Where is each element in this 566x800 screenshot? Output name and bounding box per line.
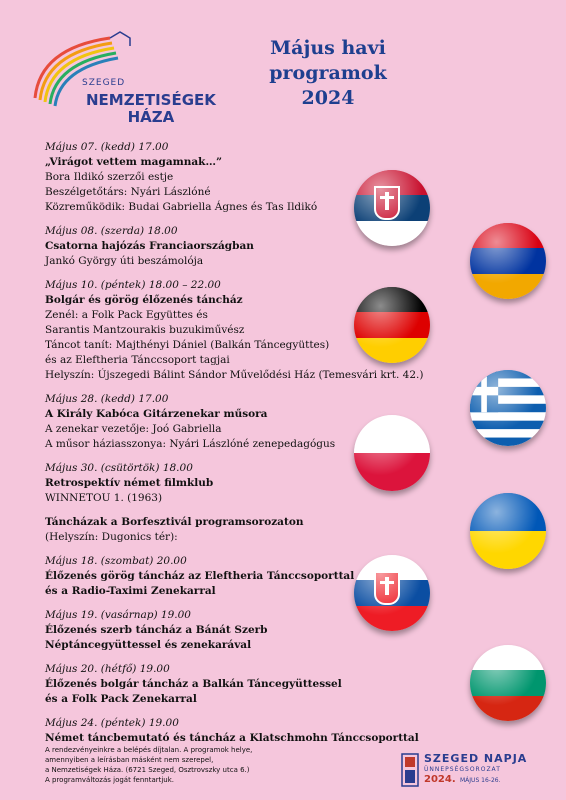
event-item [45, 554, 375, 599]
event-date: Május 08. (szerda) 18.00 [45, 225, 178, 237]
event-item [45, 392, 375, 452]
szeged-napja-logo [400, 752, 540, 792]
event-title: Néptáncegyüttessel és zenekarával [45, 639, 252, 651]
event-date: Május 30. (csütörtök) 18.00 [45, 462, 193, 474]
bulgaria-flag-icon [470, 645, 546, 721]
event-item [45, 515, 375, 545]
serbia-coat-of-arms-icon [374, 186, 400, 220]
event-date: Május 24. (péntek) 19.00 [45, 717, 179, 729]
event-date: Május 18. (szombat) 20.00 [45, 555, 187, 567]
event-detail: Sarantis Mantzourakis buzukiművész [45, 324, 245, 336]
event-detail: Közreműködik: Budai Gabriella Ágnes és Tas Ildikó [45, 201, 318, 213]
event-detail: és az Eleftheria Tánccsoport tagjai [45, 354, 230, 366]
event-title: A Király Kabóca Gitárzenekar műsora [45, 408, 268, 420]
event-title: Élőzenés szerb táncház a Bánát Szerb [45, 624, 268, 636]
event-title: Német táncbemutató és táncház a Klatschmohn Tánccsoporttal [45, 732, 419, 744]
logo [30, 28, 216, 126]
event-detail: Helyszín: Újszegedi Bálint Sándor Művelődési Ház (Temesvári krt. 42.) [45, 369, 424, 381]
event-detail: A zenekar vezetője: Joó Gabriella [45, 423, 222, 435]
event-title: „Virágot vettem magamnak…” [45, 156, 222, 168]
logo-city: SZEGED [82, 78, 126, 88]
event-date: Május 07. (kedd) 17.00 [45, 141, 169, 153]
event-detail: Bora Ildikó szerzői estje [45, 171, 174, 183]
title-year: 2024 [301, 87, 355, 109]
slovakia-coat-of-arms-icon [374, 571, 400, 605]
event-item [45, 461, 375, 506]
event-detail: A műsor háziasszonya: Nyári Lászlóné zenepedagógus [45, 438, 336, 450]
footer-line: a Nemzetiségek Háza. (6721 Szeged, Osztrovszky utca 6.) [45, 766, 250, 774]
event-item [45, 716, 419, 746]
event-detail: Zenél: a Folk Pack Együttes és [45, 309, 208, 321]
event-list [45, 140, 424, 746]
event-title: és a Radio-Taximi Zenekarral [45, 585, 216, 597]
event-date: Május 20. (hétfő) 19.00 [45, 663, 170, 675]
event-item [45, 224, 375, 269]
title-line1: Május havi programok [269, 37, 387, 84]
event-detail: Jankó György úti beszámolója [45, 255, 204, 267]
greece-flag-icon [470, 370, 546, 446]
slovakia-flag-icon [354, 555, 430, 631]
page-title [228, 36, 428, 111]
footer-note [45, 745, 305, 785]
poland-flag-icon [354, 415, 430, 491]
event-item [45, 140, 375, 215]
event-date: Május 28. (kedd) 17.00 [45, 393, 169, 405]
event-item [45, 608, 375, 653]
event-date: Május 19. (vasárnap) 19.00 [45, 609, 191, 621]
footer-line: A programváltozás jogát fenntartjuk. [45, 776, 175, 784]
serbia-flag-icon [354, 170, 430, 246]
armenia-flag-icon [470, 223, 546, 299]
szeged-napja-dates: MÁJUS 16-26. [460, 777, 501, 784]
szeged-napja-year: 2024. [424, 774, 456, 785]
event-detail: WINNETOU 1. (1963) [45, 492, 163, 504]
footer-line: A rendezvényeinkre a belépés díjtalan. A programok helye, [45, 746, 253, 754]
event-title: Élőzenés görög táncház az Eleftheria Tánccsoporttal [45, 570, 355, 582]
event-title: Csatorna hajózás Franciaországban [45, 240, 254, 252]
szeged-napja-title: SZEGED NAPJA [424, 752, 528, 765]
event-title: és a Folk Pack Zenekarral [45, 693, 197, 705]
event-title: Élőzenés bolgár táncház a Balkán Táncegyüttessel [45, 678, 342, 690]
event-title: Táncházak a Borfesztivál programsorozaton [45, 516, 304, 528]
event-title: Bolgár és görög élőzenés táncház [45, 294, 243, 306]
event-detail: (Helyszín: Dugonics tér): [45, 531, 178, 543]
ukraine-flag-icon [470, 493, 546, 569]
szeged-napja-subtitle: ÜNNEPSÉGSOROZAT [424, 766, 501, 773]
event-item [45, 662, 375, 707]
event-detail: Táncot tanít: Majthényi Dániel (Balkán Táncegyüttes) [45, 339, 330, 351]
event-item [45, 278, 424, 383]
footer-line: amennyiben a leírásban másként nem szerepel, [45, 756, 214, 764]
szeged-napja-emblem-icon [400, 752, 420, 788]
event-title: Retrospektív német filmklub [45, 477, 214, 489]
event-detail: Beszélgetőtárs: Nyári Lászlóné [45, 186, 211, 198]
germany-flag-icon [354, 287, 430, 363]
logo-line2: HÁZA [127, 108, 175, 126]
logo-line1: NEMZETISÉGEK [86, 91, 216, 109]
event-date: Május 10. (péntek) 18.00 – 22.00 [45, 279, 221, 291]
logo-name [86, 92, 216, 126]
